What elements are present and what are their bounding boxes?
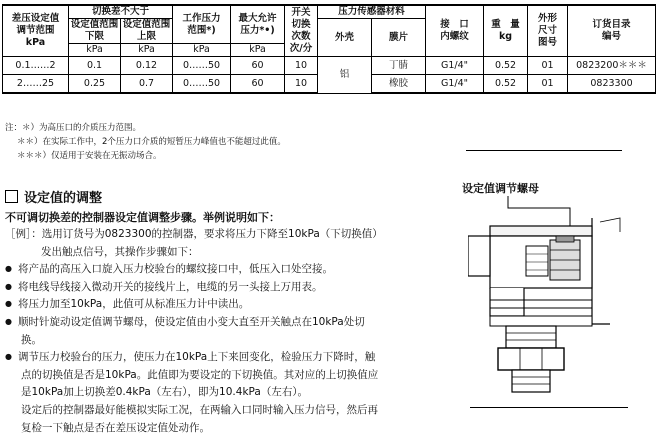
header-max-pressure: 最大允许 压力*•) [231, 5, 285, 44]
bullet-item: ● 将产品的高压入口旋入压力校验台的螺纹接口中，低压入口处空接。 [5, 261, 445, 279]
unit-working: kPa [173, 44, 231, 57]
cell-weight: 0.52 [484, 57, 528, 75]
header-thread: 接 口 内螺纹 [426, 5, 484, 57]
bullet-item-continued: 是10kPa加上切换差0.4kPa（左右），即为10.4kPa（左右）。 [21, 386, 309, 399]
cell-order: 0823300 [568, 75, 656, 94]
closing-line: 复检一下触点是否在差压设定值处动作。 [21, 421, 210, 434]
bullet-item-continued: 换。 [21, 333, 42, 346]
divider [470, 407, 628, 408]
cell-upper: 0.12 [121, 57, 173, 75]
cell-working: 0……50 [173, 75, 231, 94]
header-working-pressure: 工作压力 范围*) [173, 5, 231, 44]
header-switch-diff: 切换差不大于 [69, 5, 173, 19]
unit-max: kPa [231, 44, 285, 57]
cell-count: 10 [285, 75, 318, 94]
procedure-text [5, 226, 445, 437]
cell-diaphragm: 丁腈 [372, 57, 426, 75]
header-diaphragm: 膜片 [372, 19, 426, 57]
bullet-item: ● 顺时针旋动设定值调节螺母，使设定值由小变大直至开关触点在10kPa处切 [5, 314, 445, 332]
header-order-no: 订货目录 编号 [568, 5, 656, 57]
header-diff-set: 差压设定值 调节范围 kPa [3, 5, 69, 57]
cell-thread: G1/4" [426, 75, 484, 94]
header-drawing: 外形 尺寸 图号 [528, 5, 568, 57]
note-line: 注：＊）为高压口的介质压力范围。 [5, 123, 142, 133]
section-subtitle: 不可调切换差的控制器设定值调整步骤。举例说明如下： [5, 211, 280, 224]
cell-weight: 0.52 [484, 75, 528, 94]
header-housing: 外壳 [318, 19, 372, 57]
example-line: 发出触点信号，其操作步骤如下： [41, 245, 199, 258]
checkbox-square-icon [5, 190, 18, 203]
bullet-item-continued: 点的切换值是否是10kPa。此值即为要设定的下切换值。其对应的上切换值应 [21, 368, 379, 381]
cell-drawing: 01 [528, 57, 568, 75]
bullet-item: ● 将电线导线接入微动开关的接线片上，电缆的另一头接上万用表。 [5, 279, 445, 297]
cell-order: 0823200＊＊＊ [568, 57, 656, 75]
table-row [3, 57, 656, 75]
cell-count: 10 [285, 57, 318, 75]
cell-drawing: 01 [528, 75, 568, 94]
bullet-item: ● 将压力加至10kPa，此值可从标准压力计中读出。 [5, 296, 445, 314]
cell-upper: 0.7 [121, 75, 173, 94]
header-upper-range: 设定值范围 上限 [121, 19, 173, 44]
section-title: 设定值的调整 [5, 187, 102, 206]
cell-max: 60 [231, 57, 285, 75]
note-line: ＊＊）在实际工作中，2个压力口介质的短暂压力峰值也不能超过此值。 [17, 137, 286, 147]
cell-working: 0……50 [173, 57, 231, 75]
note-line: ＊＊＊）仅适用于安装在无振动场合。 [17, 151, 162, 161]
header-weight: 重 量 kg [484, 5, 528, 57]
header-switch-count: 开关 切换 次数 次/分 [285, 5, 318, 57]
cell-lower: 0.25 [69, 75, 121, 94]
cell-range: 2……25 [3, 75, 69, 94]
header-lower-range: 设定值范围 下限 [69, 19, 121, 44]
spec-table [2, 4, 656, 94]
bullet-item: ● 调节压力校验台的压力，使压力在10kPa上下来回变化，检验压力下降时，触 [5, 349, 445, 367]
cell-range: 0.1……2 [3, 57, 69, 75]
unit-lower: kPa [69, 44, 121, 57]
divider [466, 150, 622, 151]
cell-housing: 铝 [318, 57, 372, 94]
pressure-switch-diagram-icon [468, 196, 626, 402]
example-line: ［例］：选用订货号为0823300的控制器，要求将压力下降至10kPa（下切换值） [5, 228, 383, 240]
cell-max: 60 [231, 75, 285, 94]
cell-thread: G1/4" [426, 57, 484, 75]
header-sensor-material: 压力传感器材料 [318, 5, 426, 19]
unit-upper: kPa [121, 44, 173, 57]
closing-line: 设定后的控制器最好能模拟实际工况，在两输入口同时输入压力信号，然后再 [21, 403, 378, 416]
diagram-label: 设定值调节螺母 [462, 182, 539, 195]
cell-lower: 0.1 [69, 57, 121, 75]
table-notes [5, 121, 475, 163]
cell-diaphragm: 橡胶 [372, 75, 426, 94]
